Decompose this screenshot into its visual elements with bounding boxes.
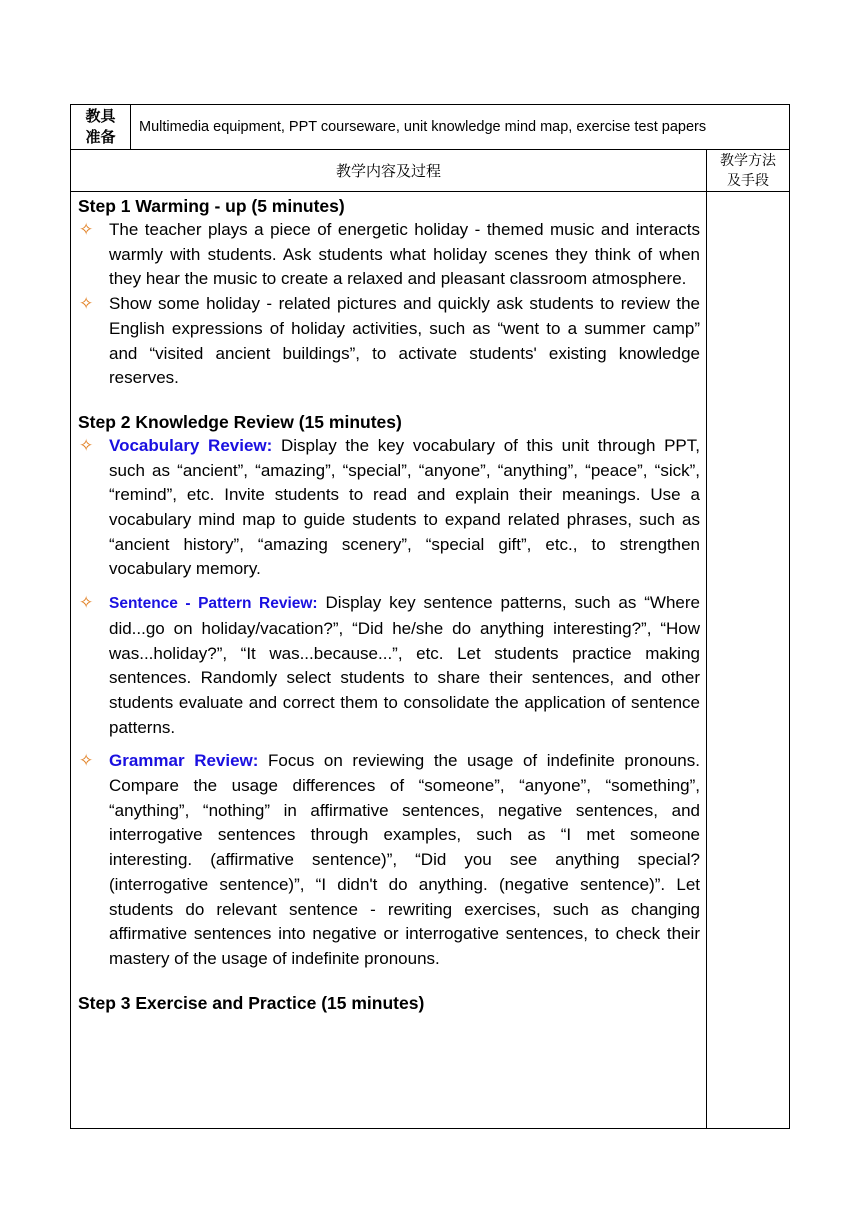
prep-label	[71, 105, 131, 150]
content-process-header: 教学内容及过程	[71, 150, 707, 192]
method-header-line2: 及手段	[727, 172, 769, 189]
step-3-title: Step 3 Exercise and Practice (15 minutes)	[78, 992, 425, 1013]
diamond-star-icon: ✧	[79, 593, 94, 614]
content-process-cell	[71, 192, 707, 1129]
content-row	[71, 192, 790, 1129]
list-item	[78, 292, 700, 391]
diamond-star-icon: ✧	[79, 294, 94, 315]
item-keyword: Sentence - Pattern Review:	[109, 595, 318, 613]
lesson-plan-table	[70, 104, 790, 1129]
item-text: Display key sentence patterns, such as “Where did...go on holiday/vacation?”, “Did he/she do anything interesting?”, “How was...holiday?”, “It was...because...”, etc. Let students practice making sentences. Randomly select students to share their sentences, and other students evaluate and correct them to consolidate the application of sentence patterns.	[109, 593, 701, 737]
step-2-title: Step 2 Knowledge Review (15 minutes)	[78, 411, 402, 432]
list-item	[78, 434, 700, 582]
header-row	[71, 150, 790, 192]
diamond-star-icon: ✧	[79, 751, 94, 772]
prep-label-line2: 准备	[85, 128, 116, 146]
method-cell	[707, 192, 790, 1129]
method-header-line1: 教学方法	[720, 152, 776, 169]
method-header	[707, 150, 790, 192]
item-keyword: Grammar Review:	[109, 751, 259, 771]
step-1-list	[78, 218, 700, 391]
item-text: Focus on reviewing the usage of indefinite pronouns. Compare the usage differences of “someone”, “anyone”, “something”, “anything”, “nothing” in affirmative sentences, negative sentences, and interrogative sentences through examples, such as “I met someone interesting. (affirmative sentence)”, “Did you see anything special? (interrogative sentence)”, “I didn't do anything. (negative sentence)”. Let students do relevant sentence - rewriting exercises, such as changing affirmative sentences into negative or interrogative sentences, to check their mastery of the usage of indefinite pronouns.	[109, 751, 700, 968]
list-item	[78, 591, 700, 740]
prep-value: Multimedia equipment, PPT courseware, unit knowledge mind map, exercise test papers	[131, 105, 790, 150]
prep-label-line1: 教具	[85, 107, 116, 125]
list-item	[78, 749, 700, 971]
item-text: Show some holiday - related pictures and quickly ask students to review the English expressions of holiday activities, such as “went to a summer camp” and “visited ancient buildings”, to activate students' existing knowledge reserves.	[109, 294, 700, 388]
item-text: Display the key vocabulary of this unit through PPT, such as “ancient”, “amazing”, “special”, “anyone”, “anything”, “peace”, “sick”, “remind”, etc. Invite students to read and explain their meanings. Use a vocabulary mind map to guide students to expand related phrases, such as “ancient history”, “amazing scenery”, “special gift”, etc., to strengthen vocabulary memory.	[109, 435, 700, 579]
list-item	[78, 218, 700, 292]
item-keyword: Vocabulary Review:	[109, 435, 273, 455]
step-2-list	[78, 434, 700, 972]
step-1-title: Step 1 Warming - up (5 minutes)	[78, 196, 345, 216]
item-text: The teacher plays a piece of energetic holiday - themed music and interacts warmly with students. Ask students what holiday scenes they think of when they hear the music to create a relaxed and pleasant classroom atmosphere.	[109, 220, 700, 289]
diamond-star-icon: ✧	[79, 220, 94, 240]
diamond-star-icon: ✧	[79, 435, 94, 456]
prep-row	[71, 105, 790, 150]
